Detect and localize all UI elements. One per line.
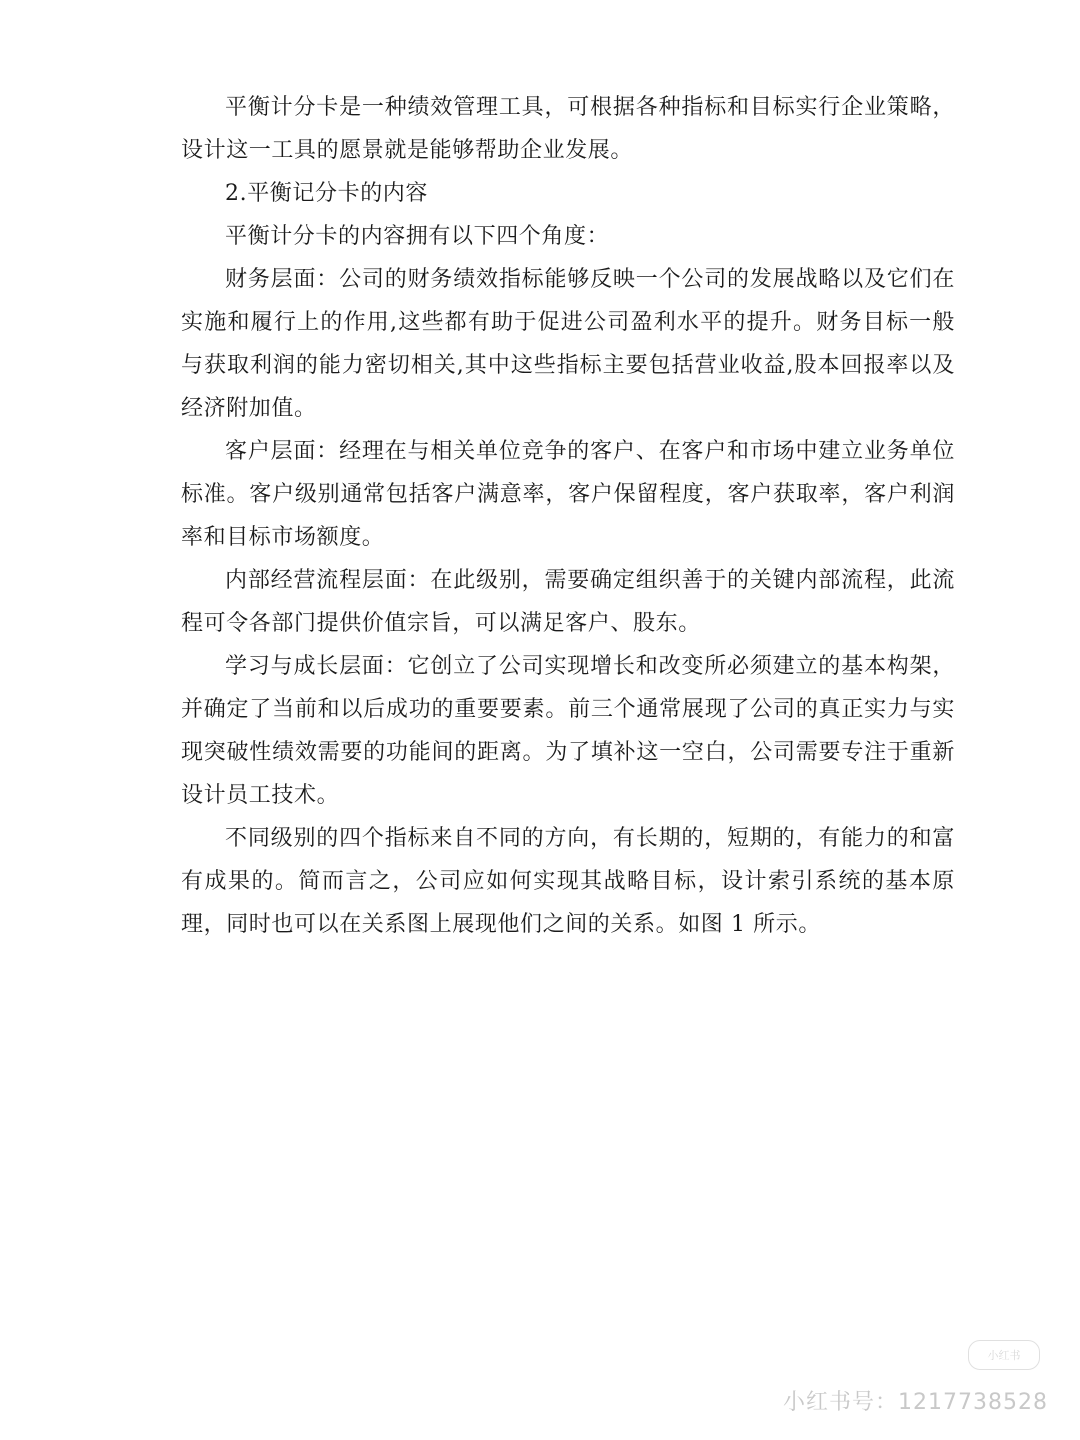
paragraph-internal-process: 内部经营流程层面：在此级别，需要确定组织善于的关键内部流程，此流程可令各部门提供价值宗旨，可以满足客户、股东。 [181, 568, 955, 636]
watermark-logo [968, 1340, 1040, 1370]
paragraph-customer: 客户层面：经理在与相关单位竞争的客户、在客户和市场中建立业务单位标准。客户级别通常包括客户满意率，客户保留程度，客户获取率，客户利润率和目标市场额度。 [181, 439, 955, 550]
section-heading: 2.平衡记分卡的内容 [225, 181, 428, 206]
paragraph-conclusion: 不同级别的四个指标来自不同的方向，有长期的，短期的，有能力的和富有成果的。简而言之，公司应如何实现其战略目标，设计索引系统的基本原理，同时也可以在关系图上展现他们之间的关系。如图 1 所示。 [181, 826, 955, 937]
paragraph-financial: 财务层面：公司的财务绩效指标能够反映一个公司的发展战略以及它们在实施和履行上的作用,这些都有助于促进公司盈利水平的提升。财务目标一般与获取利润的能力密切相关,其中这些指标主要包括营业收益,股本回报率以及经济附加值。 [181, 267, 955, 421]
document-body [181, 86, 955, 946]
paragraph-learning-growth: 学习与成长层面：它创立了公司实现增长和改变所必须建立的基本构架，并确定了当前和以后成功的重要要素。前三个通常展现了公司的真正实力与实现突破性绩效需要的功能间的距离。为了填补这一空白，公司需要专注于重新设计员工技术。 [181, 654, 955, 808]
paragraph-intro: 平衡计分卡是一种绩效管理工具，可根据各种指标和目标实行企业策略，设计这一工具的愿景就是能够帮助企业发展。 [181, 95, 955, 163]
paragraph-four-perspectives: 平衡计分卡的内容拥有以下四个角度： [225, 224, 610, 249]
watermark-logo-text: 小红书 [987, 1349, 1021, 1362]
watermark-text: 小红书号：1217738528 [783, 1390, 1048, 1415]
